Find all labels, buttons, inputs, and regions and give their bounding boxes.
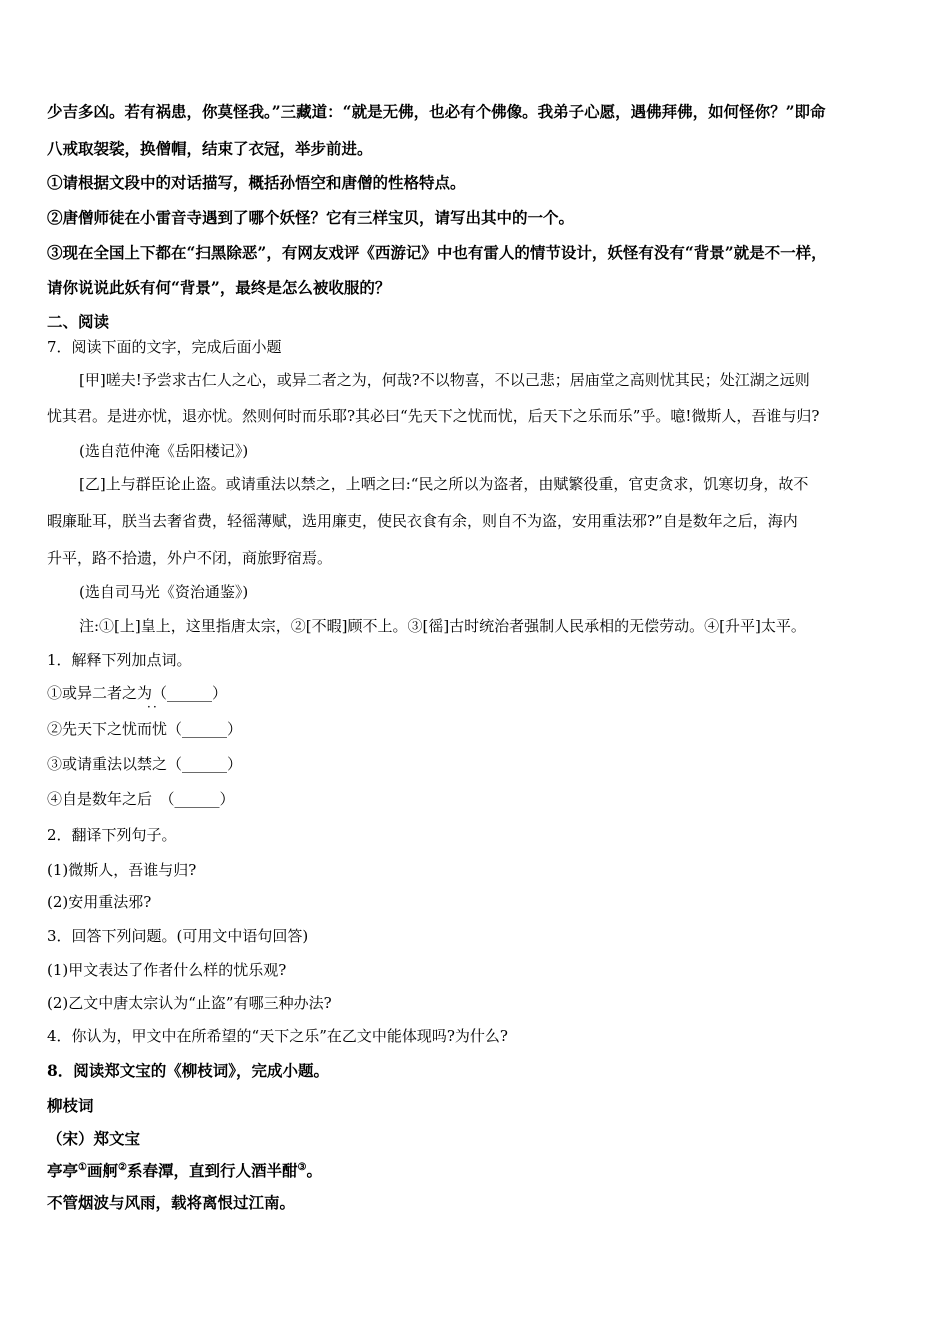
text-yi-line-2: 暇廉耻耳，朕当去奢省费，轻徭薄赋，选用廉吏，使民衣食有余，则自不为盗，安用重法邪?”自是数年之后，海内 <box>47 512 798 530</box>
poem-line-1 <box>47 1161 322 1181</box>
translate-item-2: (2)安用重法邪? <box>47 893 152 911</box>
text-yi-line-3: 升平，路不拾遗，外户不闭，商旅野宿焉。 <box>47 549 333 567</box>
note-marker-3: ③ <box>297 1161 307 1173</box>
subquestion-2: 2．翻译下列句子。 <box>47 826 177 844</box>
translate-item-1: (1)微斯人，吾谁与归? <box>47 861 197 879</box>
task-8-heading: 8．阅读郑文宝的《柳枝词》，完成小题。 <box>47 1061 330 1080</box>
poem-title: 柳枝词 <box>47 1096 94 1115</box>
text-jia-line-2: 忧其君。是进亦忧，退亦忧。然则何时而乐耶?其必曰“先天下之忧而忧，后天下之乐而乐”乎。噫!微斯人，吾谁与归? <box>47 407 820 425</box>
subquestion-3: 3．回答下列问题。(可用文中语句回答) <box>47 927 309 945</box>
section-heading: 二、阅读 <box>47 312 110 331</box>
note-marker-1: ① <box>78 1161 87 1173</box>
poem-line-1-part-1: 亭亭 <box>47 1161 79 1180</box>
task-7-heading: 7．阅读下面的文字，完成后面小题 <box>47 338 282 356</box>
blank-item-2: ②先天下之忧而忧（______） <box>47 720 243 738</box>
poem-line-2: 不管烟波与风雨，载将离恨过江南。 <box>47 1193 296 1212</box>
note-marker-2: ② <box>118 1161 127 1173</box>
question-2: ②唐僧师徒在小雷音寺遇到了哪个妖怪？它有三样宝贝，请写出其中的一个。 <box>47 208 575 227</box>
question-3-line-1: ③现在全国上下都在“扫黑除恶”，有网友戏评《西游记》中也有雷人的情节设计，妖怪有没有“背景”就是不一样， <box>47 243 827 262</box>
poem-author: （宋）郑文宝 <box>47 1129 141 1148</box>
text-yi-line-1: [乙]上与群臣论止盗。或请重法以禁之，上哂之曰:“民之所以为盗者，由赋繁役重，官吏贪求，饥寒切身，故不 <box>79 475 809 493</box>
notes-line: 注:①[上]皇上，这里指唐太宗，②[不暇]顾不上。③[徭]古时统治者强制人民承相的无偿劳动。④[升平]太平。 <box>79 617 806 635</box>
blank-item-1: ①或异二者之为（______） ．． <box>47 683 950 703</box>
question-3-line-2: 请你说说此妖有何“背景”，最终是怎么被收服的？ <box>47 278 391 297</box>
poem-line-1-part-2: 画舸 <box>86 1161 118 1180</box>
answer-item-1: (1)甲文表达了作者什么样的忧乐观? <box>47 961 287 979</box>
passage-line-1: 少吉多凶。若有祸患，你莫怪我。”三藏道：“就是无佛，也必有个佛像。我弟子心愿，遇佛拜佛，如何怪你？”即命 <box>47 102 826 121</box>
text-yi-source: (选自司马光《资治通鉴》) <box>79 583 249 601</box>
question-1: ①请根据文段中的对话描写，概括孙悟空和唐僧的性格特点。 <box>47 173 466 192</box>
poem-line-1-part-3: 系春潭，直到行人酒半酣 <box>126 1161 298 1180</box>
poem-line-1-part-4: 。 <box>306 1161 322 1180</box>
subquestion-4: 4．你认为，甲文中在所希望的“天下之乐”在乙文中能体现吗?为什么? <box>47 1027 508 1045</box>
blank-item-3: ③或请重法以禁之（______） <box>47 755 243 773</box>
blank-item-4: ④自是数年之后 （______） <box>47 790 235 808</box>
answer-item-2: (2)乙文中唐太宗认为“止盗”有哪三种办法? <box>47 994 332 1012</box>
passage-line-2: 八戒取袈裟，换僧帽，结束了衣冠，举步前进。 <box>47 139 373 158</box>
text-jia-line-1: [甲]嗟夫!予尝求古仁人之心，或异二者之为，何哉?不以物喜，不以己悲；居庙堂之高则忧其民；处江湖之远则 <box>79 371 810 389</box>
subquestion-1: 1．解释下列加点词。 <box>47 651 192 669</box>
text-jia-source: (选自范仲淹《岳阳楼记》) <box>79 442 249 460</box>
